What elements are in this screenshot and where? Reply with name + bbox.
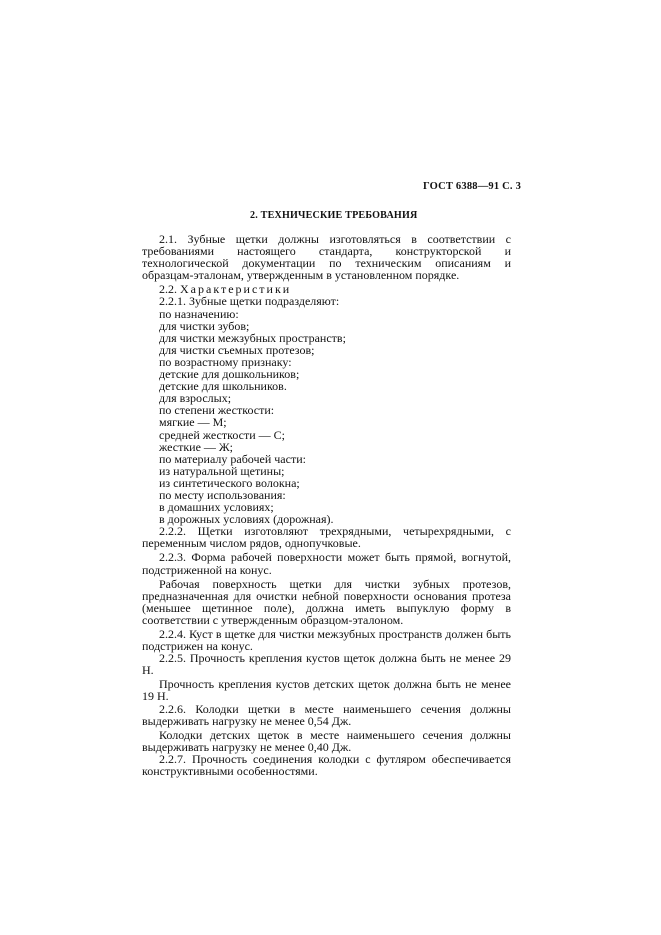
- list-item: мягкие — М;: [159, 415, 227, 430]
- section-title: 2. ТЕХНИЧЕСКИЕ ТРЕБОВАНИЯ: [250, 210, 418, 221]
- clause-2-2-6-children: Колодки детских щеток в месте наименьшего сечения должны выдерживать нагрузку не менее 0,40 Дж.: [142, 727, 511, 754]
- list-item: по месту использования:: [159, 487, 286, 502]
- list-item: из синтетического волокна;: [159, 475, 300, 490]
- list-item: для чистки зубов;: [159, 318, 250, 333]
- clause-2-2-2: 2.2.2. Щетки изготовляют трехрядными, четырехрядными, с переменным числом рядов, однопучковые.: [142, 524, 511, 551]
- list-item: для чистки съемных протезов;: [159, 342, 315, 357]
- list-item: в домашних условиях;: [159, 500, 274, 515]
- clause-2-2-6: 2.2.6. Колодки щетки в месте наименьшего сечения должны выдерживать нагрузку не менее 0,54 Дж.: [142, 701, 511, 728]
- list-item: детские для школьников.: [159, 379, 287, 394]
- list-item: жесткие — Ж;: [159, 439, 233, 454]
- clause-2-2-3-protheses: Рабочая поверхность щетки для чистки зубных протезов, предназначенная для очистки небной поверхности основания протеза (меньшее щетинное поле), должна иметь выпуклую форму в соответствии с утвержденным образцом-эталоном.: [142, 576, 511, 627]
- list-item: по степени жесткости:: [159, 403, 275, 418]
- list-item: из натуральной щетины;: [159, 463, 285, 478]
- clause-2-2-1: 2.2.1. Зубные щетки подразделяют:: [159, 294, 340, 309]
- clause-2-2-number: 2.2.: [159, 282, 180, 297]
- list-item: по возрастному признаку:: [159, 354, 292, 369]
- list-item: по назначению:: [159, 306, 239, 321]
- clause-2-2-4: 2.2.4. Куст в щетке для чистки межзубных пространств должен быть подстрижен на конус.: [142, 627, 511, 654]
- list-item: средней жесткости — С;: [159, 427, 285, 442]
- clause-2-2-7: 2.2.7. Прочность соединения колодки с футляром обеспечивается конструктивными особенностями.: [142, 751, 511, 779]
- clause-2-2-3: 2.2.3. Форма рабочей поверхности может быть прямой, вогнутой, подстриженной на конус.: [142, 550, 511, 577]
- list-item: детские для дошкольников;: [159, 367, 300, 382]
- page-header: ГОСТ 6388—91 С. 3: [423, 181, 522, 192]
- clause-2-1: 2.1. Зубные щетки должны изготовляться в соответствии с требованиями настоящего стандарта, конструкторской и технологической документации по техническим описаниям и образцам-эталонам, утвержденным в установленном порядке.: [142, 232, 511, 283]
- clause-2-2-label: Характеристики: [180, 282, 292, 297]
- list-item: в дорожных условиях (дорожная).: [159, 512, 334, 527]
- document-body: [142, 233, 511, 777]
- list-item: по материалу рабочей части:: [159, 451, 306, 466]
- clause-2-2-5-children: Прочность крепления кустов детских щеток должна быть не менее 19 Н.: [142, 677, 511, 704]
- list-item: для чистки межзубных пространств;: [159, 330, 346, 345]
- classification-list: [142, 308, 511, 526]
- list-item: для взрослых;: [159, 391, 232, 406]
- clause-2-2-5: 2.2.5. Прочность крепления кустов щеток должна быть не менее 29 Н.: [142, 651, 511, 678]
